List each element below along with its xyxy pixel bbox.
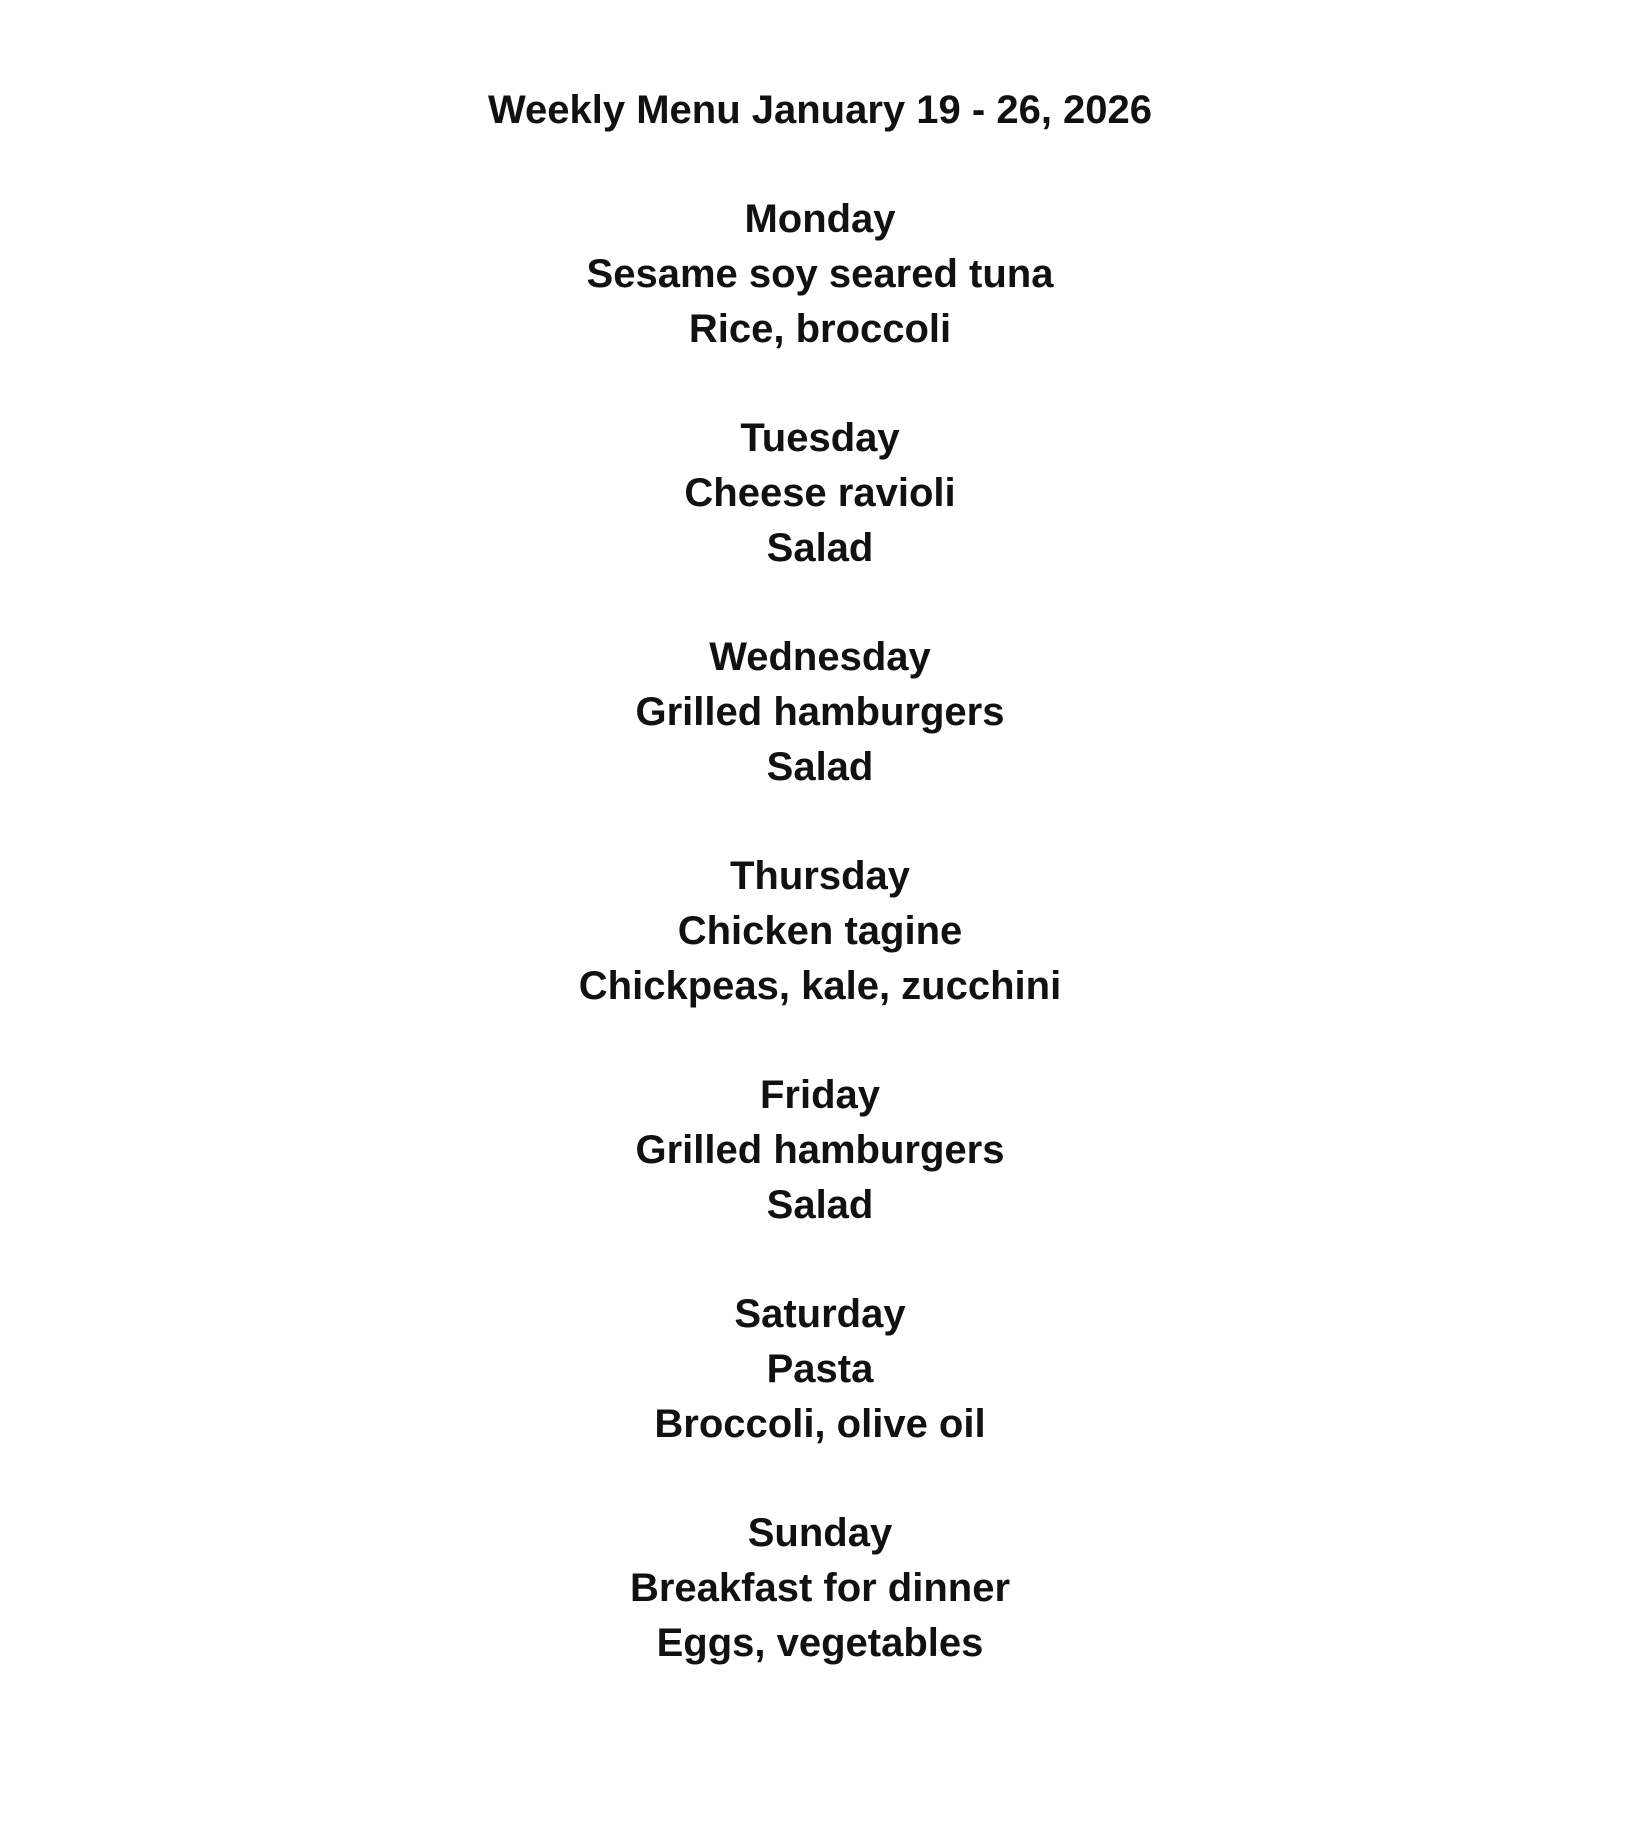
day-name: Saturday <box>734 1292 906 1336</box>
side-dish: Broccoli, olive oil <box>654 1402 986 1446</box>
side-dish: Salad <box>766 1183 874 1227</box>
day-name: Friday <box>759 1073 881 1117</box>
day-name: Monday <box>744 197 896 241</box>
main-dish: Pasta <box>766 1347 874 1391</box>
main-dish: Breakfast for dinner <box>629 1566 1011 1610</box>
main-dish: Sesame soy seared tuna <box>586 252 1054 296</box>
main-dish: Grilled hamburgers <box>635 1128 1005 1172</box>
side-dish: Salad <box>766 745 874 789</box>
day-block-wednesday <box>0 630 1640 795</box>
day-block-monday <box>0 192 1640 357</box>
side-dish: Chickpeas, kale, zucchini <box>578 964 1062 1008</box>
side-dish: Rice, broccoli <box>688 307 952 351</box>
day-block-saturday <box>0 1287 1640 1452</box>
main-dish: Chicken tagine <box>677 909 963 953</box>
day-block-friday <box>0 1068 1640 1233</box>
day-name: Thursday <box>729 854 911 898</box>
day-name: Wednesday <box>709 635 931 679</box>
day-block-sunday <box>0 1506 1640 1671</box>
day-name: Tuesday <box>740 416 900 460</box>
day-block-tuesday <box>0 411 1640 576</box>
side-dish: Eggs, vegetables <box>656 1621 984 1665</box>
day-name: Sunday <box>747 1511 893 1555</box>
main-dish: Grilled hamburgers <box>635 690 1005 734</box>
menu-title: Weekly Menu January 19 - 26, 2026 <box>487 88 1153 132</box>
side-dish: Salad <box>766 526 874 570</box>
main-dish: Cheese ravioli <box>684 471 956 515</box>
day-block-thursday <box>0 849 1640 1014</box>
